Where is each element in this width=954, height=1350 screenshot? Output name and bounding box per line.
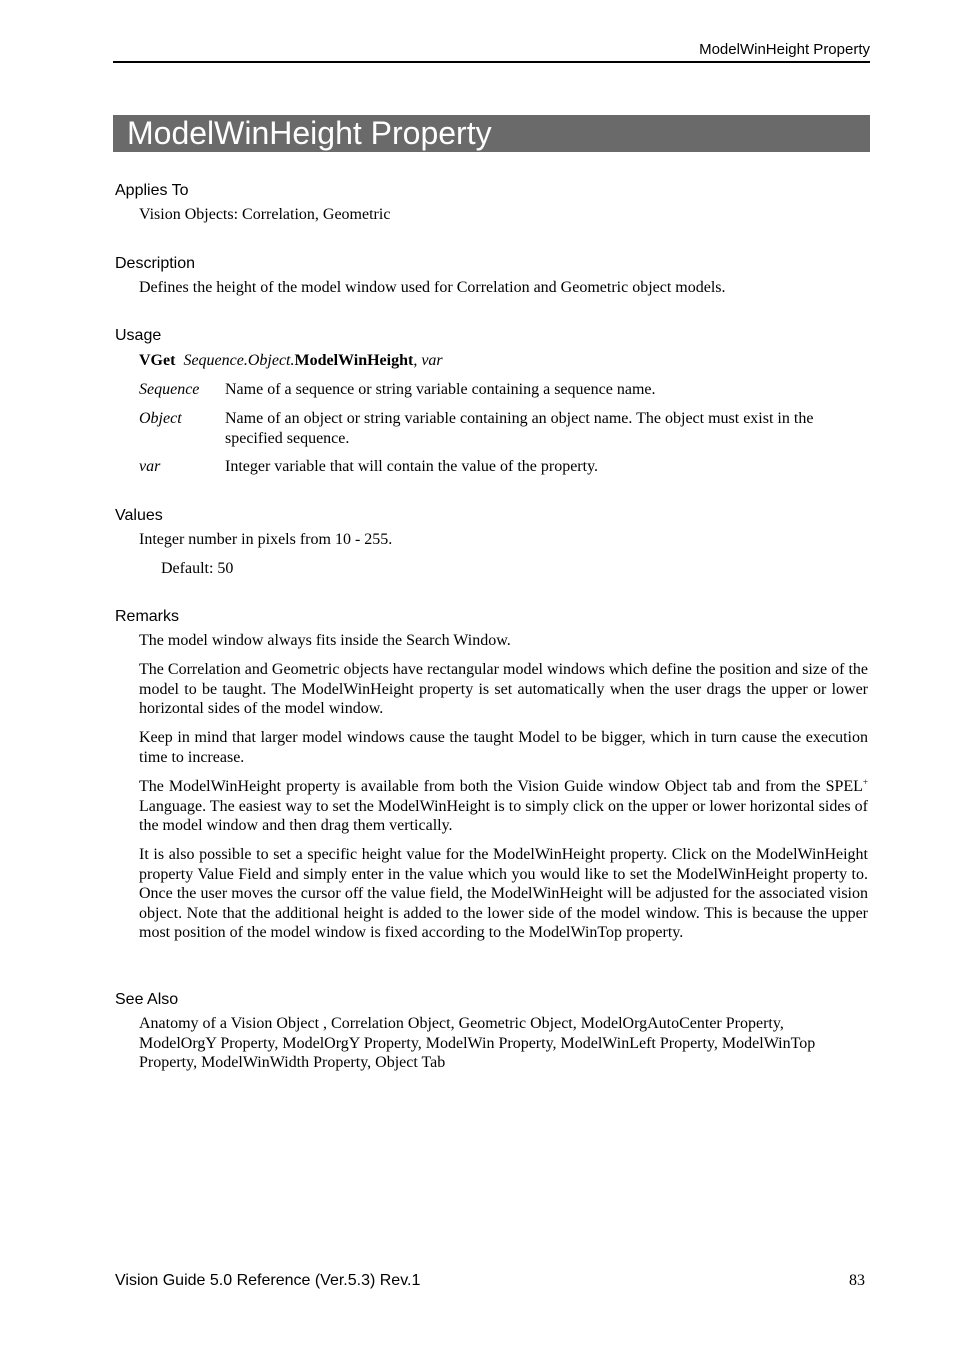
syntax-property: ModelWinHeight xyxy=(294,352,414,369)
applies-to-text: Vision Objects: Correlation, Geometric xyxy=(139,206,391,223)
syntax-prefix: Sequence.Object. xyxy=(183,352,295,369)
footer-doc-title: Vision Guide 5.0 Reference (Ver.5.3) Rev.1 xyxy=(115,1272,421,1289)
remarks-p4-part-a: The ModelWinHeight property is available from both the Vision Guide window Object tab and from the SPEL xyxy=(139,778,863,795)
remarks-paragraph-5: It is also possible to set a specific height value for the ModelWinHeight property. Click on the ModelWinHeight property Value Field and simply enter in the value which you would like to set the ModelWinHeight property to. Once the user moves the cursor off the value field, the ModelWinHeight will be adjusted for the associated vision object. Note that the additional height is added to the lower side of the model window. This is because the upper most position of the model window is fixed according to the ModelWinTop property. xyxy=(139,846,868,941)
param-name-object: Object xyxy=(139,410,182,427)
param-name-sequence: Sequence xyxy=(139,381,200,398)
footer-page-number: 83 xyxy=(849,1272,865,1289)
values-text: Integer number in pixels from 10 - 255. xyxy=(139,531,393,548)
values-default: Default: 50 xyxy=(161,560,234,577)
param-desc-sequence: Name of a sequence or string variable containing a sequence name. xyxy=(225,381,656,398)
see-also-links xyxy=(139,1014,868,1073)
remarks-heading: Remarks xyxy=(115,608,180,625)
header-rule xyxy=(113,61,870,63)
usage-heading: Usage xyxy=(115,327,162,344)
syntax-separator: , xyxy=(413,352,422,369)
usage-syntax xyxy=(139,351,868,371)
param-desc-var: Integer variable that will contain the value of the property. xyxy=(225,458,599,475)
running-header: ModelWinHeight Property xyxy=(699,41,870,58)
applies-to-heading: Applies To xyxy=(115,182,189,199)
see-also-line-2[interactable]: ModelOrgY Property, ModelOrgY Property, ModelWin Property, ModelWinLeft Property, ModelWinTop xyxy=(139,1034,816,1052)
param-name-var: var xyxy=(139,458,161,475)
syntax-arg: var xyxy=(421,352,443,369)
superscript-plus: + xyxy=(862,777,868,787)
values-heading: Values xyxy=(115,507,163,524)
description-heading: Description xyxy=(115,255,196,272)
description-text: Defines the height of the model window used for Correlation and Geometric object models. xyxy=(139,279,726,296)
param-desc-object: Name of an object or string variable containing an object name. The object must exist in the specified sequence. xyxy=(225,410,814,447)
see-also-line-1[interactable]: Anatomy of a Vision Object , Correlation Object, Geometric Object, ModelOrgAutoCenter Property, xyxy=(139,1015,784,1032)
remarks-paragraph-4 xyxy=(139,777,868,836)
remarks-paragraph-3: Keep in mind that larger model windows cause the taught Model to be bigger, which in turn cause the execution time to increase. xyxy=(139,729,868,766)
title-bar xyxy=(113,115,870,152)
remarks-paragraph-2: The Correlation and Geometric objects have rectangular model windows which define the position and size of the model to be taught. The ModelWinHeight property is set automatically when the user drags the upper or lower horizontal sides of the model window. xyxy=(139,661,868,717)
remarks-p4-part-b: Language. The easiest way to set the ModelWinHeight is to simply click on the upper or lower horizontal sides of the model window and then drag them vertically. xyxy=(139,797,868,834)
see-also-heading: See Also xyxy=(115,991,179,1008)
syntax-command: VGet xyxy=(139,352,176,369)
page-title: ModelWinHeight Property xyxy=(127,115,492,151)
see-also-line-3[interactable]: Property, ModelWinWidth Property, Object Tab xyxy=(139,1054,446,1071)
remarks-paragraph-1: The model window always fits inside the Search Window. xyxy=(139,632,511,649)
